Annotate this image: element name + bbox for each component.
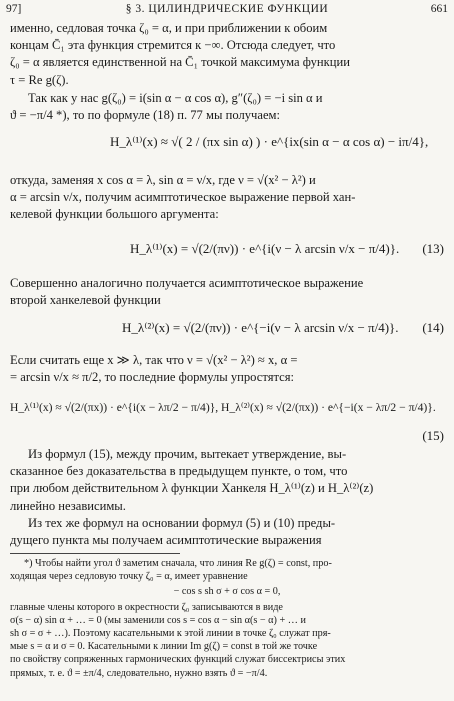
equation-14: H_λ⁽²⁾(x) = √(2/(πν)) · e^{−i(ν − λ arcsin ν/x − π/4)}. [122,320,399,335]
footnote-line: главные члены которого в окрестности ζ₀ записываются в виде [10,601,283,613]
footnote-line: мые s = α и σ = 0. Касательными к линии Im g(ζ) = const в той же точке [10,641,318,653]
footnote-line: по свойству сопряженных гармонических функций служат биссектрисы этих [10,654,346,666]
footnote-line: σ(s − α) sin α + … = 0 (мы заменили cos s = cos α − sin α(s − α) + … и [10,614,306,626]
footnote-rule [10,553,180,554]
page-range-label: 97] [6,3,22,15]
text-line: при любом действительном λ функции Ханкеля H_λ⁽¹⁾(z) и H_λ⁽²⁾(z) [10,481,374,496]
text-line: = arcsin ν/x ≈ π/2, то последние формулы упростятся: [10,370,295,385]
paragraph-5 [10,352,442,386]
footnote [10,557,444,680]
text-line: Совершенно аналогично получается асимптотическое выражение [10,276,364,290]
text-line: Из формул (15), между прочим, вытекает утверждение, вы- [28,447,347,461]
footnote-line: ходящая через седловую точку ζ₀ = α, имеет уравнение [10,571,248,583]
paragraph-6 [10,446,442,515]
text-line: откуда, заменяя x cos α = λ, sin α = ν/x, где ν = √(x² − λ²) и [10,173,316,187]
paragraph-3 [10,172,442,224]
equation-number-15: (15) [422,428,444,443]
text-line: ϑ = −π/4 *), то по формуле (18) п. 77 мы получаем: [10,108,281,123]
page-number: 661 [430,3,448,15]
text-line: сказанное без доказательства в предыдущем пункте, о том, что [10,464,348,479]
text-line: ζ₀ = α является единственной на C̄₁ точкой максимума функции [10,55,350,70]
footnote-line: *) Чтобы найти угол ϑ заметим сначала, что линия Re g(ζ) = const, про- [24,558,332,569]
paragraph-2 [10,90,442,124]
text-line: концам C̄₁ эта функция стремится к −∞. Отсюда следует, что [10,38,336,53]
text-line: именно, седловая точка ζ₀ = α, и при приближении к обоим [10,21,328,35]
paragraph-7 [10,515,442,549]
equation-hankel-approx: H_λ⁽¹⁾(x) ≈ √( 2 / (πx sin α) ) · e^{ix(sin α − α cos α) − iπ/4}, [110,134,429,149]
text-line: α = arcsin ν/x, получим асимптотическое выражение первой хан- [10,190,356,205]
paragraph-4 [10,275,442,309]
footnote-equation: − cos s sh σ + σ cos α = 0, [173,586,281,598]
text-line: второй ханкелевой функции [10,293,161,308]
footnote-line: прямых, т. е. ϑ = ±π/4, следовательно, нужно взять ϑ = −π/4. [10,667,268,679]
paragraph-1 [10,20,442,89]
equation-13: H_λ⁽¹⁾(x) = √(2/(πν)) · e^{i(ν − λ arcsin ν/x − π/4)}. [130,241,400,256]
text-line: келевой функции большого аргумента: [10,207,219,222]
text-line: Так как у нас g(ζ₀) = i(sin α − α cos α), g″(ζ₀) = −i sin α и [28,91,323,105]
text-line: Если считать еще x ≫ λ, так что ν = √(x² − λ²) ≈ x, α = [10,353,298,367]
equation-number-13: (13) [422,241,444,256]
equation-number-14: (14) [422,320,444,335]
text-line: Из тех же формул на основании формул (5) и (10) преды- [28,516,336,530]
text-line: дущего пункта мы получаем асимптотические выражения [10,533,322,548]
running-header: § 3. ЦИЛИНДРИЧЕСКИЕ ФУНКЦИИ [125,3,329,15]
equation-15: H_λ⁽¹⁾(x) ≈ √(2/(πx)) · e^{i(x − λπ/2 − π/4)}, H_λ⁽²⁾(x) ≈ √(2/(πx)) · e^{−i(x − λπ/2 − π/4)}. [10,401,436,414]
text-line: τ = Re g(ζ). [10,72,69,87]
text-line: линейно независимы. [10,498,126,513]
footnote-line: sh σ = σ + …). Поэтому касательными к этой линии в точке ζ₀ служат пря- [10,628,331,640]
